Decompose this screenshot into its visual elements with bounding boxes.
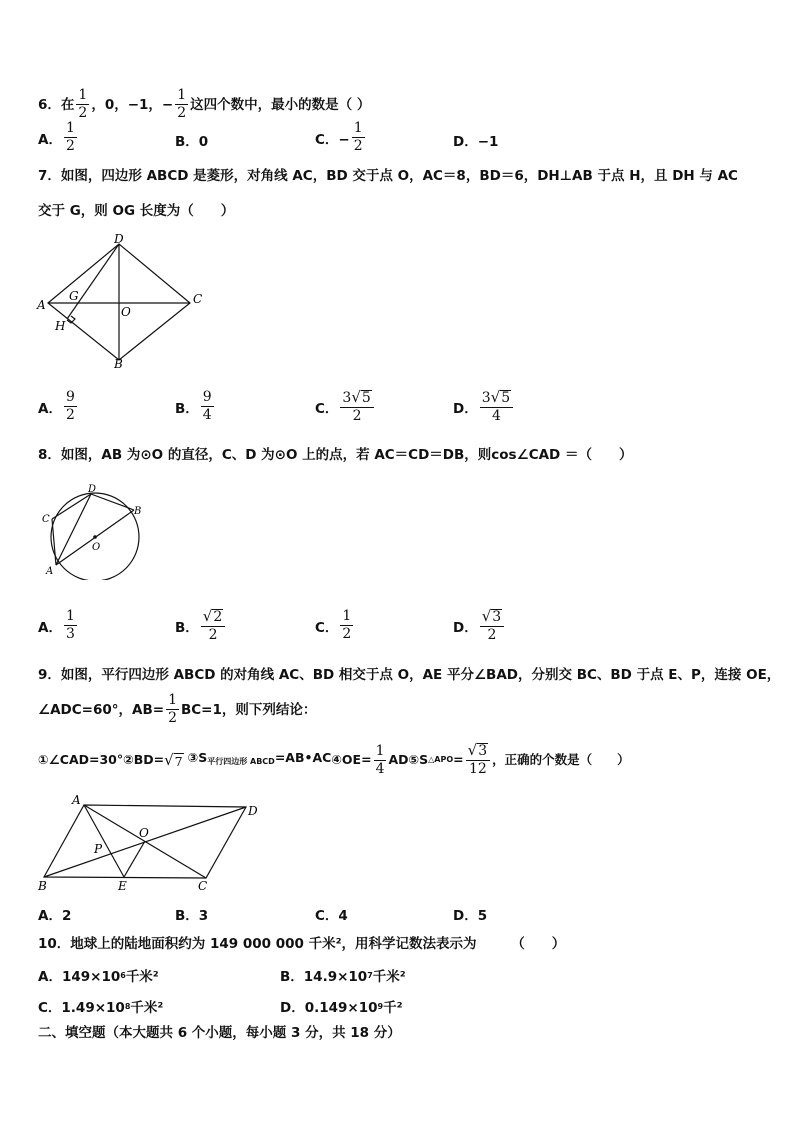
q9-option-b[interactable]: B．3 (175, 908, 209, 924)
conclusion-1: ①∠CAD=30° (38, 752, 124, 767)
q6-frac-neg-half: $\frac{1}{2}$ (177, 87, 187, 121)
label-o: O (121, 305, 131, 319)
label-c: C (42, 514, 50, 525)
q7-option-b[interactable]: B． $\frac{9}{4}$ (175, 389, 212, 423)
q7-option-c[interactable]: C． 3 √ 5 2 (315, 389, 376, 425)
q6-option-a[interactable]: A． $\frac{1}{2}$ (38, 120, 75, 154)
q10-answer-blank: （ ） (511, 936, 566, 952)
label-p: P (94, 842, 103, 856)
q7-option-a[interactable]: A． $\frac{9}{2}$ (38, 389, 75, 423)
label-d: D (248, 804, 258, 818)
q10-option-a[interactable]: A．149×10 6 千米² (38, 969, 159, 985)
q10-stem: 10．地球上的陆地面积约为 149 000 000 千米²，用科学记数法表示为 （ ） (38, 936, 566, 952)
center-dot (93, 535, 97, 539)
q6-stem-sep: ，0，−1，− (91, 96, 174, 113)
q7-rhombus-figure (30, 232, 210, 372)
label-e: E (118, 879, 127, 893)
q8-option-d[interactable]: D． √ 3 2 (453, 608, 506, 644)
q9-option-d[interactable]: D．5 (453, 908, 488, 924)
q8-circle-figure (38, 480, 158, 580)
q10-option-b[interactable]: B．14.9×10 7 千米² (280, 969, 406, 985)
bisector-ae (84, 805, 124, 877)
label-d: D (88, 484, 97, 495)
q9-stem-line1: 9．如图，平行四边形 ABCD 的对角线 AC、BD 相交于点 O，AE 平分∠BAD，分别交 BC、BD 于点 E、P，连接 OE， (38, 667, 781, 683)
label-c: C (198, 879, 208, 893)
label-b: B (114, 357, 123, 371)
q9-parallelogram-figure (34, 793, 274, 893)
label-c: C (193, 292, 203, 306)
label-o: O (139, 826, 149, 840)
label-b: B (38, 879, 47, 893)
q7-stem-line1: 7．如图，四边形 ABCD 是菱形，对角线 AC，BD 交于点 O，AC＝8，BD＝6，DH⊥AB 于点 H，且 DH 与 AC (38, 168, 738, 184)
label-a: A (46, 566, 54, 577)
q9-stem-line2: ∠ADC=60°，AB= $\frac{1}{2}$ BC=1，则下列结论： (38, 692, 317, 726)
q6-stem-suffix: 这四个数中，最小的数是（ ） (190, 96, 371, 113)
q8-option-b[interactable]: B． √ 2 2 (175, 608, 227, 644)
label-g: G (69, 289, 79, 303)
q8-stem: 8．如图，AB 为⊙O 的直径，C、D 为⊙O 上的点，若 AC＝CD＝DB，则cos∠CAD ＝（ ） (38, 447, 633, 463)
segment-oe (124, 841, 145, 877)
q6-option-c[interactable]: C．− $\frac{1}{2}$ (315, 120, 363, 154)
conclusion-5: ⑤S △APO = √ 3 12 (409, 742, 493, 778)
section-2-title: 二、填空题（本大题共 6 个小题，每小题 3 分，共 18 分） (38, 1025, 401, 1041)
q10-option-c[interactable]: C．1.49×10 8 千米² (38, 1000, 164, 1016)
q6-option-d[interactable]: D．−1 (453, 134, 499, 150)
q6-option-b[interactable]: B．0 (175, 134, 209, 150)
q9-conclusions: ①∠CAD=30° ②BD= √ 7 ③S平行四边形 ABCD=AB•AC ④OE= $\frac{1}{4}$ AD ⑤S △APO = √ 3 12 ，正确的个数是（ ） (38, 741, 630, 777)
label-d: D (114, 232, 124, 246)
conclusion-2: ②BD= √ 7 (123, 750, 183, 769)
q9-option-a[interactable]: A．2 (38, 908, 72, 924)
label-a: A (37, 298, 46, 312)
q7-option-d[interactable]: D． 3 √ 5 4 (453, 389, 515, 425)
q8-option-c[interactable]: C． $\frac{1}{2}$ (315, 608, 352, 642)
conclusion-3: ③S平行四边形 ABCD=AB•AC (187, 750, 332, 766)
q7-stem-line2: 交于 G，则 OG 长度为（ ） (38, 203, 235, 219)
q6-stem (38, 87, 370, 122)
conclusion-4: ④OE= $\frac{1}{4}$ AD (331, 742, 409, 777)
q6-frac-half: $\frac{1}{2}$ (78, 87, 88, 121)
chord-ac (52, 519, 56, 565)
label-h: H (55, 319, 66, 333)
label-a: A (72, 793, 81, 807)
q8-option-a[interactable]: A． $\frac{1}{3}$ (38, 608, 75, 642)
q6-stem-prefix: 6．在 (38, 96, 75, 113)
q10-option-d[interactable]: D．0.149×10 9 千² (280, 1000, 403, 1016)
label-o: O (92, 542, 101, 553)
label-b: B (134, 506, 142, 517)
q9-option-c[interactable]: C．4 (315, 908, 348, 924)
